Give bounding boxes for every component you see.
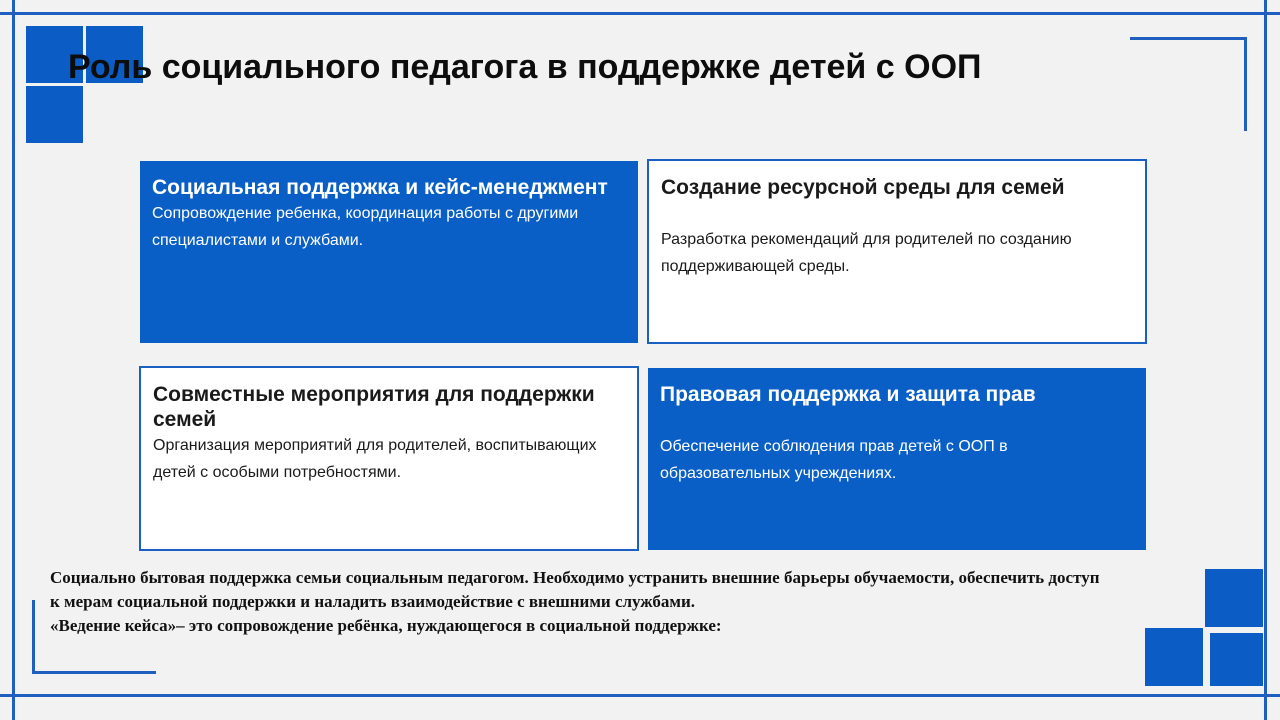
decor-square [26,86,83,143]
corner-bracket-bottom-left-h [32,671,156,674]
slide-title: Роль социального педагога в поддержке детей с ООП [68,48,982,86]
card-social-support [140,161,638,343]
card-heading: Создание ресурсной среды для семей [661,176,1065,199]
bottom-paragraph: «Ведение кейса»– это сопровождение ребёнка, нуждающегося в социальной поддержке: [50,616,722,635]
bottom-paragraph: Социально бытовая поддержка семьи социальным педагогом. Необходимо устранить внешние барьеры обучаемости, обеспечить доступ к мерам социальной поддержки и наладить взаимодействие с внешними службами. [50,568,1100,611]
card-text: Обеспечение соблюдения прав детей с ООП в образовательных учреждениях. [660,438,1008,482]
decor-square [1205,569,1263,627]
frame-bottom-line [0,694,1280,697]
corner-bracket-bottom-left-v [32,600,35,674]
card-resource-environment [647,159,1147,344]
frame-top-line [0,12,1280,15]
frame-left-line [12,0,15,720]
card-heading: Социальная поддержка и кейс-менеджмент [152,176,608,199]
card-heading: Совместные мероприятия для поддержки семей [153,383,595,431]
card-text: Организация мероприятий для родителей, воспитывающих детей с особыми потребностями. [153,437,597,481]
card-heading: Правовая поддержка и защита прав [660,383,1036,406]
corner-bracket-top-right-v [1244,37,1247,131]
card-legal-support [648,368,1146,550]
card-text: Сопровождение ребенка, координация работы с другими специалистами и службами. [152,205,579,249]
decor-square [1145,628,1203,686]
decor-square [1210,633,1263,686]
card-joint-events [139,366,639,551]
bottom-text-block [50,566,1110,638]
frame-right-line [1264,0,1267,720]
corner-bracket-top-right-h [1130,37,1247,40]
card-text: Разработка рекомендаций для родителей по созданию поддерживающей среды. [661,231,1072,275]
